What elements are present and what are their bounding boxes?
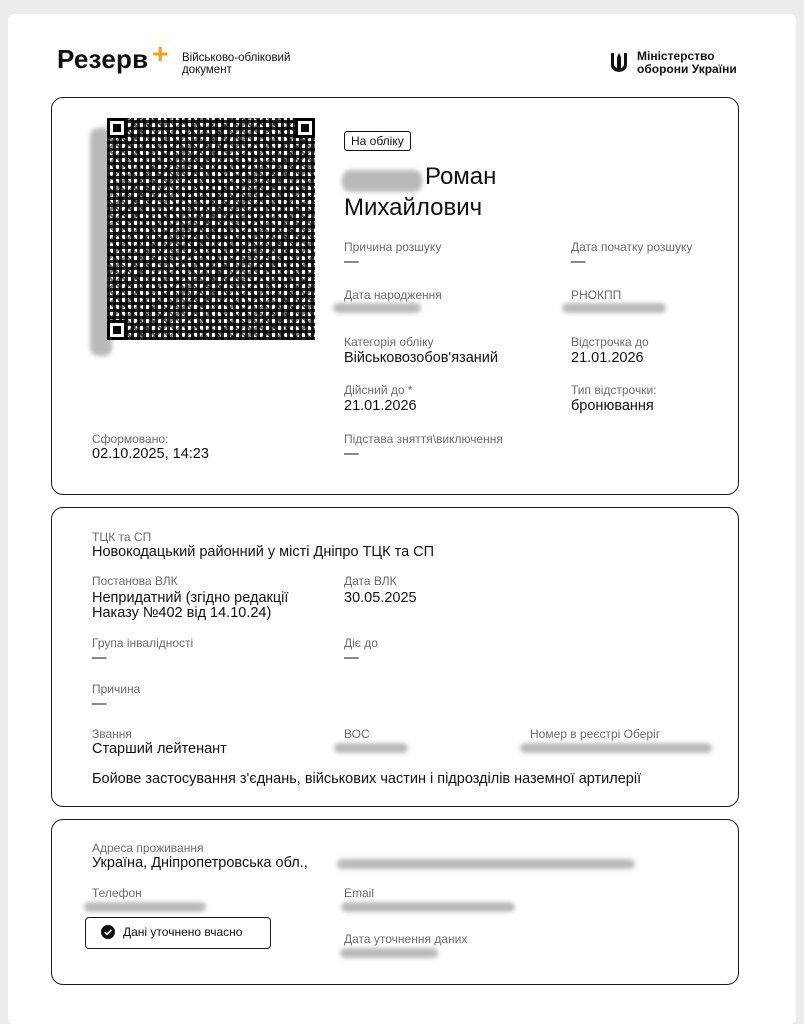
phone-label: Телефон: [92, 886, 142, 900]
brand-plus-icon: +: [152, 38, 169, 69]
vlk-decision-value-line2: Наказу №402 від 14.10.24): [92, 605, 272, 621]
person-patronymic: Михайлович: [344, 194, 483, 221]
vos-redaction: [334, 743, 408, 753]
update-date-redaction: [340, 948, 438, 958]
address-redaction: [337, 859, 635, 869]
valid-to-value: —: [344, 650, 359, 666]
deferral-type-value: бронювання: [571, 398, 654, 414]
ministry-name: Міністерство оборони України: [637, 49, 737, 76]
tck-label: ТЦК та СП: [92, 530, 152, 544]
rank-label: Звання: [92, 727, 132, 741]
status-badge: На обліку: [344, 131, 411, 151]
oberig-number-label: Номер в реєстрі Оберіг: [530, 727, 661, 741]
reason-label: Причина: [92, 682, 141, 696]
qr-finder-top-right: [295, 118, 315, 138]
phone-redaction: [84, 902, 206, 912]
registration-category-label: Категорія обліку: [344, 335, 434, 349]
disability-group-value: —: [92, 650, 107, 666]
birth-date-label: Дата народження: [344, 288, 442, 302]
reason-value: —: [92, 696, 107, 712]
vlk-date-label: Дата ВЛК: [344, 574, 397, 588]
vlk-decision-label: Постанова ВЛК: [92, 574, 178, 588]
brand-logo: [57, 38, 169, 78]
vlk-decision-value-line1: Непридатний (згідно редакції: [92, 590, 289, 606]
data-updated-button[interactable]: [85, 917, 271, 949]
search-start-date-value: —: [571, 254, 586, 270]
email-redaction: [341, 902, 515, 912]
search-reason-value: —: [344, 254, 359, 270]
qr-code: [107, 118, 315, 340]
deferral-until-value: 21.01.2026: [571, 350, 644, 366]
formed-label: Сформовано:: [92, 432, 169, 446]
military-specialty: Бойове застосування з'єднань, військових частин і підрозділів наземної артилерії: [92, 771, 642, 787]
search-reason-label: Причина розшуку: [344, 240, 442, 254]
valid-until-value: 21.01.2026: [344, 398, 417, 414]
person-first-name: Роман: [425, 163, 497, 190]
brand-name: Резерв: [57, 44, 149, 74]
valid-to-label: Діє до: [344, 636, 378, 650]
vos-label: ВОС: [344, 727, 370, 741]
email-label: Email: [344, 886, 375, 900]
surname-redaction: [342, 170, 422, 192]
brand-subtitle: Військово-обліковий документ: [182, 52, 291, 76]
qr-finder-top-left: [107, 118, 127, 138]
deferral-type-label: Тип відстрочки:: [571, 383, 657, 397]
birth-date-redaction: [333, 303, 421, 313]
address-label: Адреса проживання: [92, 841, 204, 855]
qr-finder-bottom-left: [107, 320, 127, 340]
valid-until-label: Дійсний до *: [344, 383, 413, 397]
tck-value: Новокодацький районний у місті Дніпро ТЦК та СП: [92, 544, 435, 560]
rank-value: Старший лейтенант: [92, 741, 227, 757]
vlk-date-value: 30.05.2025: [344, 590, 417, 606]
rnokpp-label: РНОКПП: [571, 288, 622, 302]
oberig-number-redaction: [520, 743, 712, 753]
removal-basis-value: —: [344, 446, 359, 462]
data-updated-label: Дані уточнено вчасно: [123, 925, 243, 939]
registration-category-value: Військовозобов'язаний: [344, 350, 498, 366]
trident-icon: [609, 51, 629, 73]
update-date-label: Дата уточнення даних: [344, 932, 468, 946]
rnokpp-redaction: [562, 303, 666, 313]
check-circle-icon: [101, 925, 115, 939]
search-start-date-label: Дата початку розшуку: [571, 240, 693, 254]
disability-group-label: Група інвалідності: [92, 636, 194, 650]
removal-basis-label: Підстава зняття\виключення: [344, 432, 503, 446]
address-value: Україна, Дніпропетровська обл.,: [92, 855, 308, 871]
formed-value: 02.10.2025, 14:23: [92, 446, 209, 462]
deferral-until-label: Відстрочка до: [571, 335, 649, 349]
